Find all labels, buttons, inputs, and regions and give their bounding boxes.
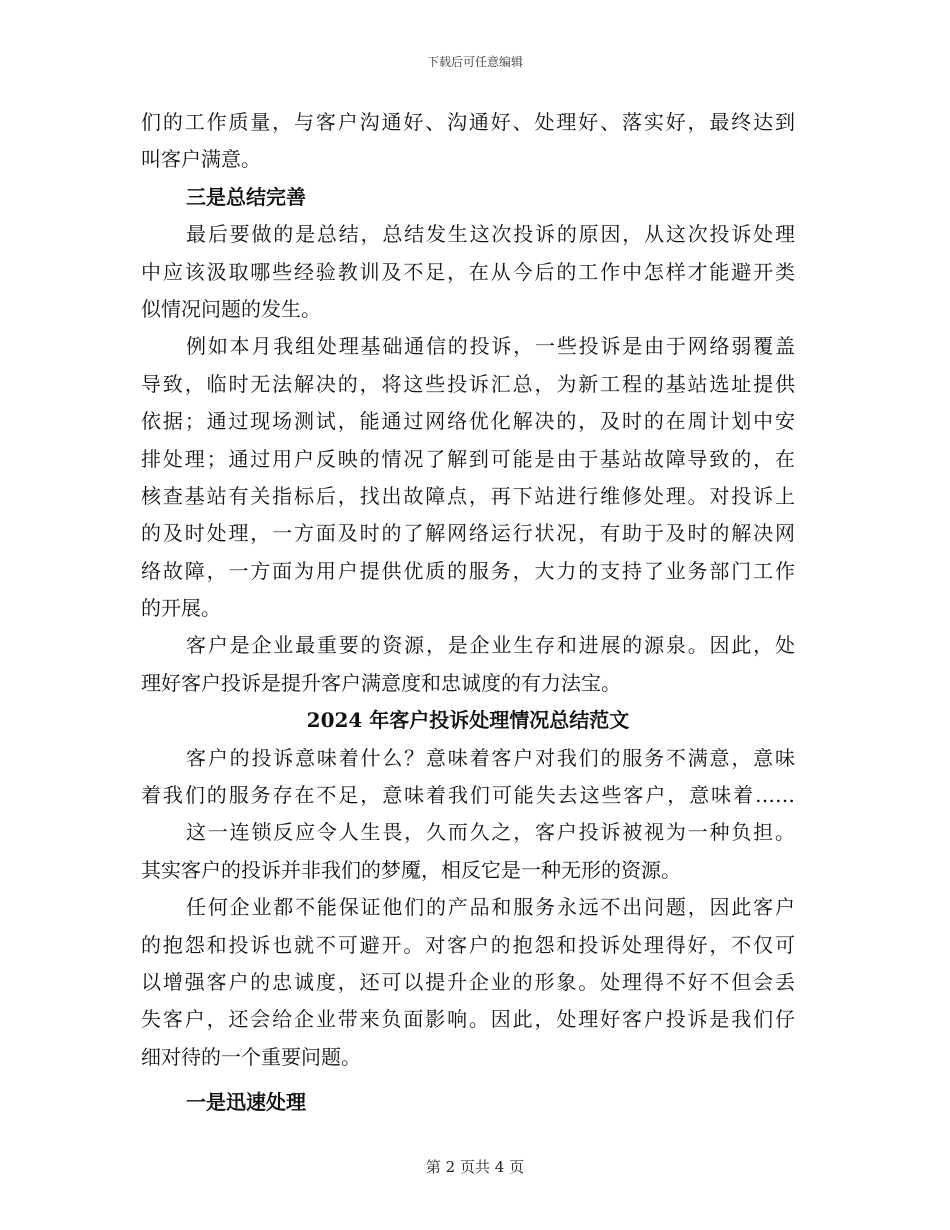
body-line: 以增强客户的忠诚度，还可以提升企业的形象。处理得不好不但会丢 xyxy=(141,969,795,994)
body-line: 客户是企业最重要的资源，是企业生存和进展的源泉。因此，处 xyxy=(186,633,795,658)
body-line: 络故障，一方面为用户提供优质的服务，大力的支持了业务部门工作 xyxy=(141,558,795,583)
body-line: 其实客户的投诉并非我们的梦魇，相反它是一种无形的资源。 xyxy=(141,857,681,882)
section-heading: 一是迅速处理 xyxy=(186,1090,306,1115)
page-header: 下载后可任意编辑 xyxy=(426,55,523,69)
body-line: 核查基站有关指标后，找出故障点，再下站进行维修处理。对投诉上 xyxy=(141,483,795,508)
body-line: 排处理；通过用户反映的情况了解到可能是由于基站故障导致的，在 xyxy=(141,446,795,471)
section-title: 2024 年客户投诉处理情况总结范文 xyxy=(306,708,630,733)
body-line: 似情况问题的发生。 xyxy=(141,296,321,321)
body-line: 中应该汲取哪些经验教训及不足，在从今后的工作中怎样才能避开类 xyxy=(141,259,795,284)
page-footer: 第 2 页共 4 页 xyxy=(425,1158,525,1176)
document-body xyxy=(141,104,795,1122)
body-line: 例如本月我组处理基础通信的投诉，一些投诉是由于网络弱覆盖 xyxy=(186,334,795,359)
body-line: 任何企业都不能保证他们的产品和服务永远不出问题，因此客户 xyxy=(186,895,795,920)
body-line: 失客户，还会给企业带来负面影响。因此，处理好客户投诉是我们仔 xyxy=(141,1007,795,1032)
body-line: 细对待的一个重要问题。 xyxy=(141,1044,361,1069)
body-line: 的抱怨和投诉也就不可避开。对客户的抱怨和投诉处理得好，不仅可 xyxy=(141,932,795,957)
body-line: 这一连锁反应令人生畏，久而久之，客户投诉被视为一种负担。 xyxy=(186,820,795,845)
body-line: 最后要做的是总结，总结发生这次投诉的原因，从这次投诉处理 xyxy=(186,222,795,247)
body-line: 叫客户满意。 xyxy=(141,147,261,172)
body-line: 的及时处理，一方面及时的了解网络运行状况，有助于及时的解决网 xyxy=(141,521,795,546)
body-line: 依据；通过现场测试，能通过网络优化解决的，及时的在周计划中安 xyxy=(141,409,795,434)
body-line: 客户的投诉意味着什么？意味着客户对我们的服务不满意，意味 xyxy=(186,745,795,770)
body-line: 着我们的服务存在不足，意味着我们可能失去这些客户，意味着…… xyxy=(141,783,795,808)
section-heading: 三是总结完善 xyxy=(186,184,306,209)
body-line: 们的工作质量，与客户沟通好、沟通好、处理好、落实好，最终达到 xyxy=(141,110,795,134)
body-line: 导致，临时无法解决的，将这些投诉汇总，为新工程的基站选址提供 xyxy=(141,371,795,396)
body-line: 理好客户投诉是提升客户满意度和忠诚度的有力法宝。 xyxy=(141,670,621,695)
body-line: 的开展。 xyxy=(141,596,221,621)
